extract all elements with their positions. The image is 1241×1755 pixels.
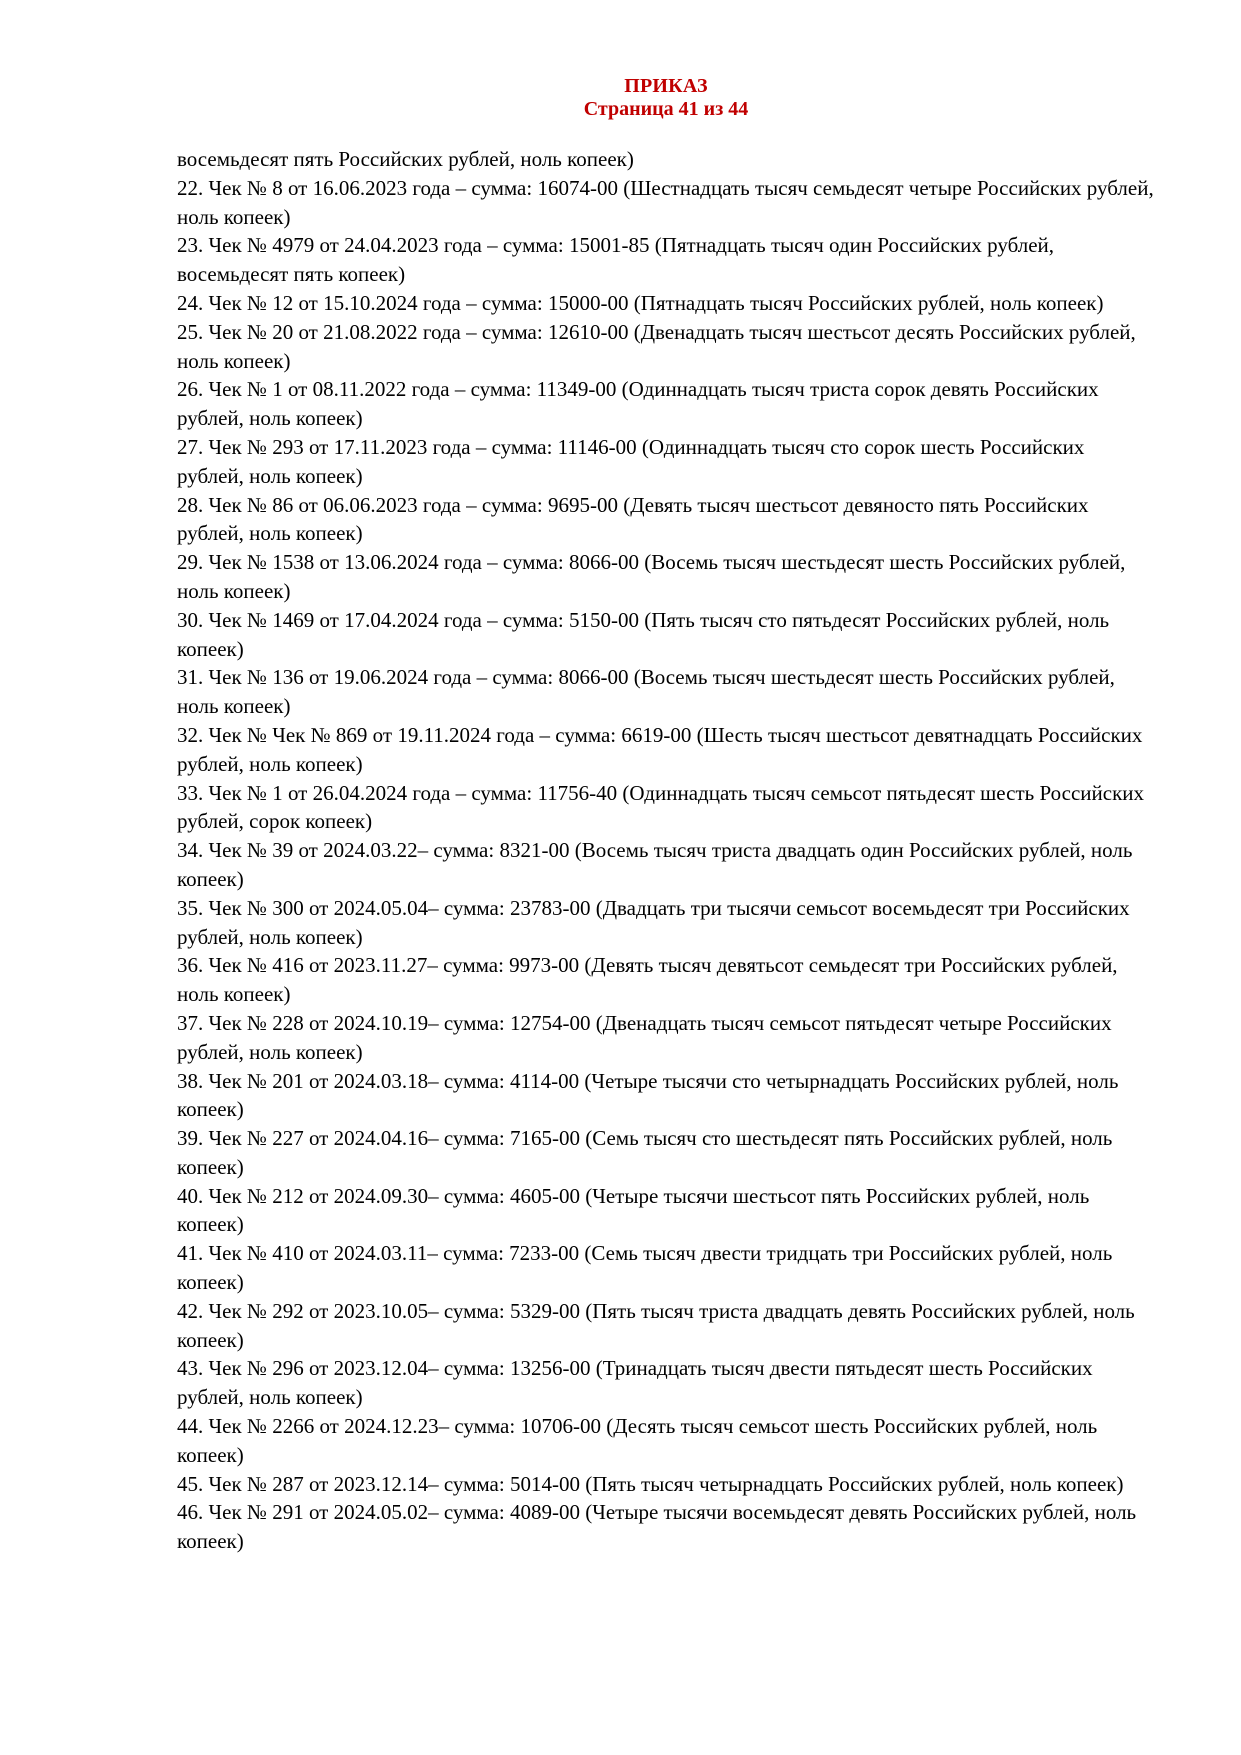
check-item: 40. Чек № 212 от 2024.09.30– сумма: 4605-00 (Четыре тысячи шестьсот пять Российских рублей, ноль копеек) bbox=[177, 1183, 1090, 1237]
check-item: 37. Чек № 228 от 2024.10.19– сумма: 12754-00 (Двенадцать тысяч семьсот пятьдесят четыре Российских рублей, ноль копеек) bbox=[177, 1010, 1112, 1064]
check-item: 43. Чек № 296 от 2023.12.04– сумма: 13256-00 (Тринадцать тысяч двести пятьдесят шесть Российских рублей, ноль копеек) bbox=[177, 1356, 1093, 1410]
check-item: 45. Чек № 287 от 2023.12.14– сумма: 5014-00 (Пять тысяч четырнадцать Российских рублей, ноль копеек) bbox=[177, 1471, 1124, 1496]
check-item: 24. Чек № 12 от 15.10.2024 года – сумма: 15000-00 (Пятнадцать тысяч Российских рублей, ноль копеек) bbox=[177, 290, 1104, 315]
check-item: 36. Чек № 416 от 2023.11.27– сумма: 9973-00 (Девять тысяч девятьсот семьдесят три Российских рублей, ноль копеек) bbox=[177, 953, 1118, 1007]
check-item: 46. Чек № 291 от 2024.05.02– сумма: 4089-00 (Четыре тысячи восемьдесят девять Российских рублей, ноль копеек) bbox=[177, 1500, 1137, 1554]
check-item: 34. Чек № 39 от 2024.03.22– сумма: 8321-00 (Восемь тысяч триста двадцать один Российских рублей, ноль копеек) bbox=[177, 838, 1133, 891]
check-item: 30. Чек № 1469 от 17.04.2024 года – сумма: 5150-00 (Пять тысяч сто пятьдесят Российских рублей, ноль копеек) bbox=[177, 607, 1110, 661]
check-item: 44. Чек № 2266 от 2024.12.23– сумма: 10706-00 (Десять тысяч семьсот шесть Российских рублей, ноль копеек) bbox=[177, 1414, 1098, 1467]
check-item: 35. Чек № 300 от 2024.05.04– сумма: 23783-00 (Двадцать три тысячи семьсот восемьдесят три Российских рублей, ноль копеек) bbox=[177, 895, 1130, 949]
check-item: 41. Чек № 410 от 2024.03.11– сумма: 7233-00 (Семь тысяч двести тридцать три Российских рублей, ноль копеек) bbox=[177, 1241, 1113, 1295]
check-items bbox=[177, 174, 1155, 1556]
check-item: 33. Чек № 1 от 26.04.2024 года – сумма: 11756-40 (Одиннадцать тысяч семьсот пятьдесят шесть Российских рублей, сорок копеек) bbox=[177, 780, 1145, 834]
document-header bbox=[177, 75, 1155, 121]
check-item: 22. Чек № 8 от 16.06.2023 года – сумма: 16074-00 (Шестнадцать тысяч семьдесят четыре Российских рублей, ноль копеек) bbox=[177, 175, 1154, 229]
check-item: 27. Чек № 293 от 17.11.2023 года – сумма: 11146-00 (Одиннадцать тысяч сто сорок шесть Российских рублей, ноль копеек) bbox=[177, 434, 1085, 488]
check-list bbox=[177, 145, 1155, 1556]
check-item: 25. Чек № 20 от 21.08.2022 года – сумма: 12610-00 (Двенадцать тысяч шестьсот десять Российских рублей, ноль копеек) bbox=[177, 319, 1136, 373]
check-item: 29. Чек № 1538 от 13.06.2024 года – сумма: 8066-00 (Восемь тысяч шестьдесят шесть Российских рублей, ноль копеек) bbox=[177, 550, 1126, 603]
check-item: 32. Чек № Чек № 869 от 19.11.2024 года – сумма: 6619-00 (Шесть тысяч шестьсот девятнадцать Российских рублей, ноль копеек) bbox=[177, 722, 1143, 776]
check-item: 42. Чек № 292 от 2023.10.05– сумма: 5329-00 (Пять тысяч триста двадцать девять Российских рублей, ноль копеек) bbox=[177, 1298, 1135, 1352]
check-item: 39. Чек № 227 от 2024.04.16– сумма: 7165-00 (Семь тысяч сто шестьдесят пять Российских рублей, ноль копеек) bbox=[177, 1126, 1113, 1179]
page-indicator: Страница 41 из 44 bbox=[583, 98, 749, 120]
check-item: 28. Чек № 86 от 06.06.2023 года – сумма: 9695-00 (Девять тысяч шестьсот девяносто пять Российских рублей, ноль копеек) bbox=[177, 492, 1089, 546]
check-item: 38. Чек № 201 от 2024.03.18– сумма: 4114-00 (Четыре тысячи сто четырнадцать Российских рублей, ноль копеек) bbox=[177, 1068, 1119, 1122]
check-item: 31. Чек № 136 от 19.06.2024 года – сумма: 8066-00 (Восемь тысяч шестьдесят шесть Российских рублей, ноль копеек) bbox=[177, 665, 1115, 719]
check-item: 26. Чек № 1 от 08.11.2022 года – сумма: 11349-00 (Одиннадцать тысяч триста сорок девять Российских рублей, ноль копеек) bbox=[177, 377, 1099, 431]
check-item: 23. Чек № 4979 от 24.04.2023 года – сумма: 15001-85 (Пятнадцать тысяч один Российских рублей, восемьдесят пять копеек) bbox=[177, 233, 1055, 287]
carryover-text: восемьдесят пять Российских рублей, ноль копеек) bbox=[177, 147, 634, 171]
document-title: ПРИКАЗ bbox=[624, 75, 708, 97]
